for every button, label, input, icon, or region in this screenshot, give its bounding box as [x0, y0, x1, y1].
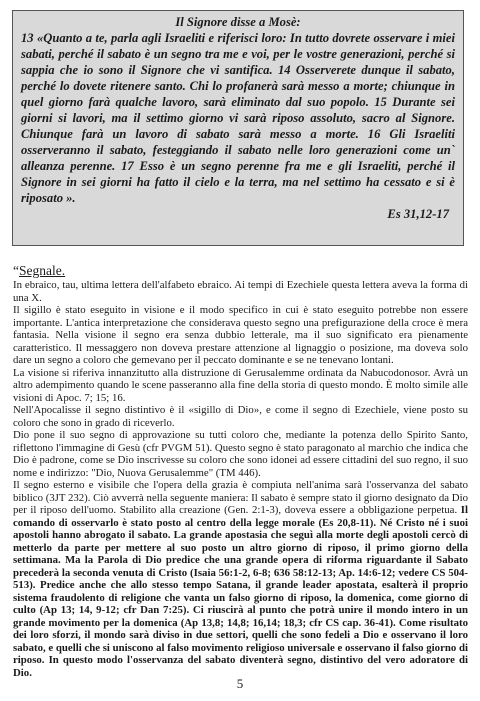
section-title-text: Segnale. — [19, 263, 66, 278]
paragraph-6-start: Il segno esterno e visibile che l'opera della grazia è compiuta nell'anima sarà l'osservanza del sabato biblico (3JT 232). Ciò avverrà nella seguente maniera: Il sabato è sempre stato il giorno designato da Dio per il riposo dell'uomo. Stabilito alla creazione (Gen. 2:1-3), doveva essere a obbligazione perpetua. — [13, 479, 468, 516]
section-title — [13, 263, 468, 278]
quote-reference: Es 31,12-17 — [387, 207, 449, 221]
segnale-section — [13, 263, 468, 679]
scripture-quote-box — [12, 10, 464, 246]
paragraph-6 — [13, 479, 468, 679]
quote-text: 13 «Quanto a te, parla agli Israeliti e riferisci loro: In tutto dovrete osservare i miei sabati, perché il sabato è un segno tra me e voi, per le vostre generazioni, perché si sappia che io sono il Signore che vi santifica. 14 Osserverete dunque il sabato, perché lo dovete ritenere santo. Chi lo profanerà sarà messo a morte; chiunque in quel giorno farà qualche lavoro, sarà eliminato dal suo popolo. 15 Durante sei giorni si lavori, ma il settimo giorno vi sarà riposo assoluto, sacro al Signore. Chiunque farà un lavoro di sabato sarà messo a morte. 16 Gli Israeliti osserveranno il sabato, festeggiando il sabato nelle loro generazioni come un` alleanza perenne. 17 Esso è un segno perenne fra me e gli Israeliti, perché il Signore in sei giorni ha fatto il cielo e la terra, ma nel settimo ha cessato e si è riposato ». — [21, 31, 455, 205]
page-number: 5 — [236, 676, 244, 691]
paragraph-1: In ebraico, tau, ultima lettera dell'alfabeto ebraico. Ai tempi di Ezechiele questa lettera aveva la forma di una X. — [13, 279, 468, 304]
paragraph-4: Nell'Apocalisse il segno distintivo è il «sigillo di Dio», e come il segno di Ezechiele, viene posto su coloro che sono in grado di riceverlo. — [13, 404, 468, 429]
section-title-mark: “ — [13, 263, 19, 278]
quote-title: Il Signore disse a Mosè: — [175, 15, 301, 29]
paragraph-5: Dio pone il suo segno di approvazione su tutti coloro che, mediante la potenza dello Spirito Santo, riflettono l'immagine di Gesù (cfr PVGM 51). Questo segno è stato paragonato al marchio che indica che Dio è padrone, come se Dio inscrivesse su coloro che sono idonei ad essere cittadini del suo regno, il suo nome e indirizzo: "Dio, Nuova Gerusalemme" (TM 446). — [13, 429, 468, 479]
paragraph-3: La visione si riferiva innanzitutto alla distruzione di Gerusalemme ordinata da Nabucodonosor. Avrà un altro adempimento quando le scene passeranno alla fine della storia di questo mondo. È molto simile alle visioni di Apoc. 7; 15; 16. — [13, 366, 468, 404]
paragraph-2: Il sigillo è stato eseguito in visione e il modo specifico in cui è stato eseguito potrebbe non essere importante. L'antica interpretazione che considerava questo segno una prefigurazione della croce è mera fantasia. Nella visione il segno era senza dubbio letterale, ma il suo significato era pienamente caratteristico. Il messaggero non doveva prestare attenzione al lignaggio o posizione, ma doveva solo dare un segno a coloro che gemevano per il peccato dominante e se ne tenevano lontani. — [13, 304, 468, 366]
paragraph-6-rest: Il comando di osservarlo è stato posto al centro della legge morale (Es 20,8-11). Né Cristo né i suoi apostoli hanno abrogato il sabato. La grande apostasia che seguì alla morte degli apostoli cercò di metterlo da parte per mettere al suo posto un altro giorno di riposo, il primo giorno della settimana. Ma la Parola di Dio predice che una grande opera di riforma riguardante il Sabato precederà la seconda venuta di Cristo (Isaia 56:1-2, 6-8; 636 58:12-13; Ap. 14:6-12; vedere CS 504-513). Predice anche che allo stesso tempo Satana, il grande leader apostata, esalterà il proprio sistema fraudolento di religione che vanta un falso giorno di riposo, la domenica, come giorno di culto (Ap 13; 14, 9-12; cfr Dan 7:25). Ci riuscirà al punto che potrà unire il mondo intero in un grande movimento per la domenica (Ap 13,8; 14,8; 16,14; 18,3; cfr CS cap. 36-41). Come risultato dei loro sforzi, il mondo sarà diviso in due settori, quelli che sono fedeli a Dio e osservano il loro sabato, e quelli che si uniscono al falso movimento religioso universale e osservano il falso giorno di riposo. In questo modo l'osservanza del sabato diventerà segno, distintivo del vero adoratore di Dio. — [13, 504, 468, 679]
